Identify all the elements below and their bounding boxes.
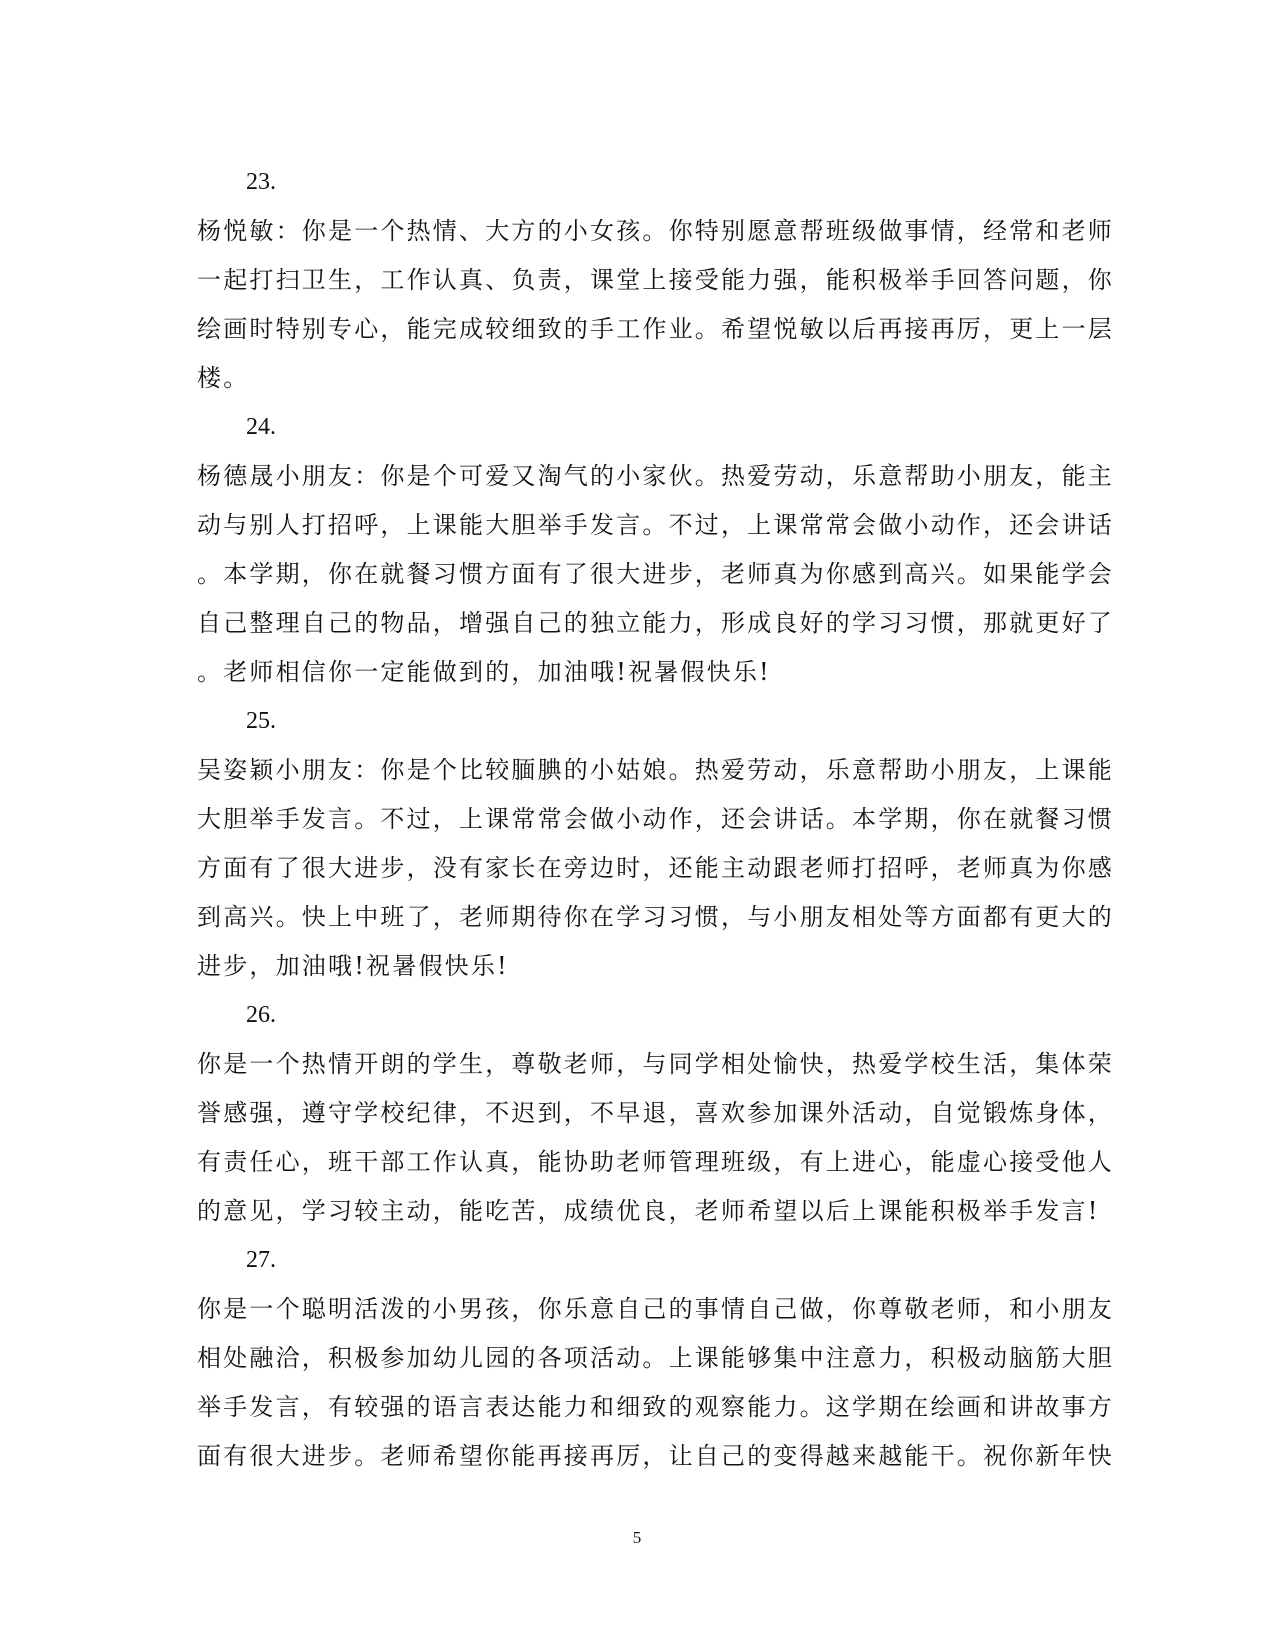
entry-text-line: 方面有了很大进步，没有家长在旁边时，还能主动跟老师打招呼，老师真为你感: [197, 854, 1114, 882]
entry-26: [197, 991, 1114, 1236]
entry-text-line: 你是一个热情开朗的学生，尊敬老师，与同学相处愉快，热爱学校生活，集体荣: [197, 1050, 1114, 1078]
entry-text-line: 进步，加油哦!祝暑假快乐!: [197, 952, 509, 980]
entry-number: 26.: [246, 1002, 276, 1028]
entry-number: 25.: [246, 708, 276, 734]
entry-text-line: 杨悦敏：你是一个热情、大方的小女孩。你特别愿意帮班级做事情，经常和老师: [197, 217, 1114, 245]
entry-text-line: 杨德晟小朋友：你是个可爱又淘气的小家伙。热爱劳动，乐意帮助小朋友，能主: [197, 462, 1114, 490]
entry-text-line: 面有很大进步。老师希望你能再接再厉，让自己的变得越来越能干。祝你新年快: [197, 1442, 1114, 1470]
entry-24: [197, 403, 1114, 697]
entry-text-line: 。老师相信你一定能做到的，加油哦!祝暑假快乐!: [197, 658, 771, 686]
entry-text-line: 自己整理自己的物品，增强自己的独立能力，形成良好的学习习惯，那就更好了: [197, 609, 1114, 637]
entry-text-line: 你是一个聪明活泼的小男孩，你乐意自己的事情自己做，你尊敬老师，和小朋友: [197, 1295, 1114, 1323]
entry-text-line: 的意见，学习较主动，能吃苦，成绩优良，老师希望以后上课能积极举手发言!: [197, 1197, 1100, 1225]
entry-text-line: 楼。: [197, 364, 250, 392]
entry-text-line: 誉感强，遵守学校纪律，不迟到，不早退，喜欢参加课外活动，自觉锻炼身体，: [197, 1099, 1114, 1127]
entry-number: 27.: [246, 1247, 276, 1273]
entry-25: [197, 697, 1114, 991]
entry-text-line: 到高兴。快上中班了，老师期待你在学习习惯，与小朋友相处等方面都有更大的: [197, 903, 1114, 931]
entry-27: [197, 1236, 1114, 1481]
entry-text-line: 动与别人打招呼，上课能大胆举手发言。不过，上课常常会做小动作，还会讲话: [197, 511, 1114, 539]
entry-text-line: 有责任心，班干部工作认真，能协助老师管理班级，有上进心，能虚心接受他人: [197, 1148, 1114, 1176]
entry-text-line: 相处融洽，积极参加幼儿园的各项活动。上课能够集中注意力，积极动脑筋大胆: [197, 1344, 1114, 1372]
entry-text-line: 。本学期，你在就餐习惯方面有了很大进步，老师真为你感到高兴。如果能学会: [197, 560, 1114, 588]
entry-text-line: 吴姿颖小朋友：你是个比较腼腆的小姑娘。热爱劳动，乐意帮助小朋友，上课能: [197, 756, 1114, 784]
entry-23: [197, 158, 1114, 403]
page-number: 5: [632, 1528, 642, 1547]
document-body: [197, 158, 1114, 1481]
entry-text-line: 绘画时特别专心，能完成较细致的手工作业。希望悦敏以后再接再厉，更上一层: [197, 315, 1114, 343]
entry-number: 24.: [246, 414, 276, 440]
entry-text-line: 大胆举手发言。不过，上课常常会做小动作，还会讲话。本学期，你在就餐习惯: [197, 805, 1114, 833]
entry-number: 23.: [246, 169, 276, 195]
entry-text-line: 一起打扫卫生，工作认真、负责，课堂上接受能力强，能积极举手回答问题，你: [197, 266, 1114, 294]
entry-text-line: 举手发言，有较强的语言表达能力和细致的观察能力。这学期在绘画和讲故事方: [197, 1393, 1114, 1421]
